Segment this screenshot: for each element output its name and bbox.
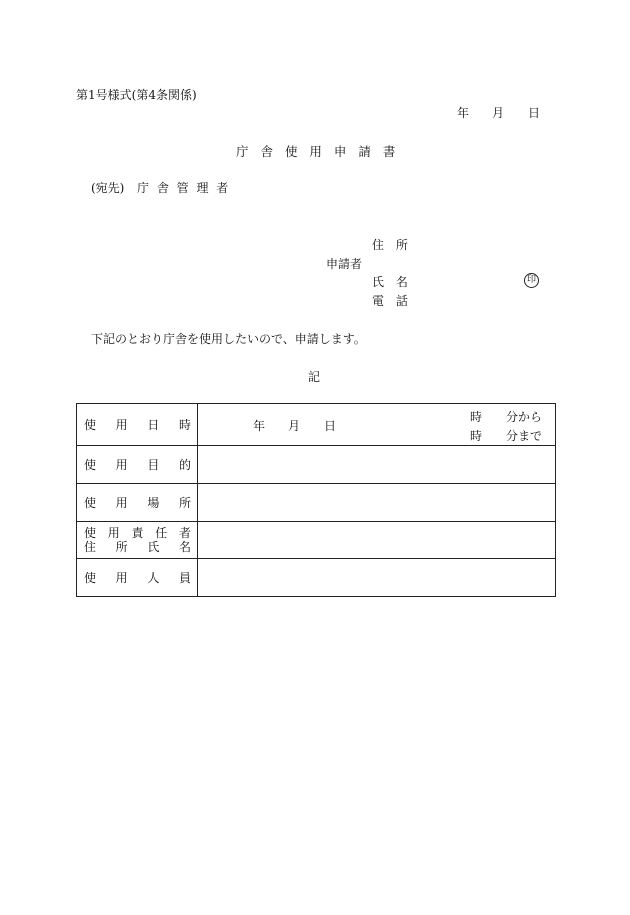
table-row-usage-location — [77, 484, 556, 522]
label-char: 用 — [115, 458, 128, 472]
label-char: 所 — [178, 496, 191, 510]
table-row-usage-datetime — [77, 404, 556, 446]
date-year-label: 年 — [457, 106, 470, 120]
datetime-year-label: 年 — [253, 419, 266, 433]
addressee-name: 庁 舎 管 理 者 — [137, 181, 231, 195]
datetime-day-label: 日 — [324, 419, 337, 433]
table-row-attendees — [77, 559, 556, 597]
label-attendees — [77, 559, 198, 597]
value-usage-purpose[interactable] — [198, 446, 556, 484]
label-char: 住 — [84, 540, 97, 554]
time-to-hour-label: 時 — [470, 429, 483, 443]
label-usage-datetime — [77, 404, 198, 446]
seal-mark: 印 — [524, 273, 539, 288]
value-attendees[interactable] — [198, 559, 556, 597]
label-char: 用 — [115, 571, 128, 585]
body-text: 下記のとおり庁舎を使用したいので、申請します。 — [91, 332, 366, 346]
label-char: 使 — [84, 458, 97, 472]
time-from-minute-label: 分から — [506, 410, 543, 424]
time-from-hour-label: 時 — [470, 410, 483, 424]
date-day-label: 日 — [528, 106, 541, 120]
label-char: 者 — [178, 526, 191, 540]
label-char: 使 — [84, 496, 97, 510]
applicant-name-label: 氏 名 — [372, 275, 412, 289]
label-char: 時 — [178, 418, 191, 432]
label-char: 名 — [178, 540, 191, 554]
applicant-address-label: 住 所 — [372, 238, 412, 252]
value-responsible-person[interactable] — [198, 522, 556, 559]
label-char: 使 — [84, 526, 97, 540]
label-char: 使 — [84, 571, 97, 585]
label-char: 所 — [115, 540, 128, 554]
label-char: 任 — [155, 526, 168, 540]
document-title: 庁 舎 使 用 申 請 書 — [236, 144, 400, 159]
value-usage-datetime[interactable] — [198, 404, 556, 446]
label-char: 員 — [178, 571, 191, 585]
label-char: 日 — [147, 418, 160, 432]
date-month-label: 月 — [492, 106, 505, 120]
label-char: 用 — [115, 418, 128, 432]
table-row-usage-purpose — [77, 446, 556, 484]
applicant-phone-label: 電 話 — [372, 294, 412, 308]
label-char: 人 — [147, 571, 160, 585]
label-char: 目 — [147, 458, 160, 472]
label-char: 用 — [115, 496, 128, 510]
label-char: 責 — [131, 526, 144, 540]
label-char: 場 — [147, 496, 160, 510]
label-char: 使 — [84, 418, 97, 432]
label-responsible-person — [77, 522, 198, 559]
addressee-prefix: (宛先) — [91, 181, 125, 195]
label-usage-purpose — [77, 446, 198, 484]
label-char: 氏 — [147, 540, 160, 554]
application-table — [76, 403, 556, 597]
label-char: 的 — [178, 458, 191, 472]
time-to-minute-label: 分まで — [506, 429, 543, 443]
label-usage-location — [77, 484, 198, 522]
applicant-label: 申請者 — [326, 257, 363, 271]
ki-heading: 記 — [308, 370, 321, 384]
datetime-month-label: 月 — [288, 419, 301, 433]
form-number: 第1号様式(第4条関係) — [76, 88, 197, 102]
value-usage-location[interactable] — [198, 484, 556, 522]
label-char: 用 — [107, 526, 120, 540]
table-row-responsible-person — [77, 522, 556, 559]
